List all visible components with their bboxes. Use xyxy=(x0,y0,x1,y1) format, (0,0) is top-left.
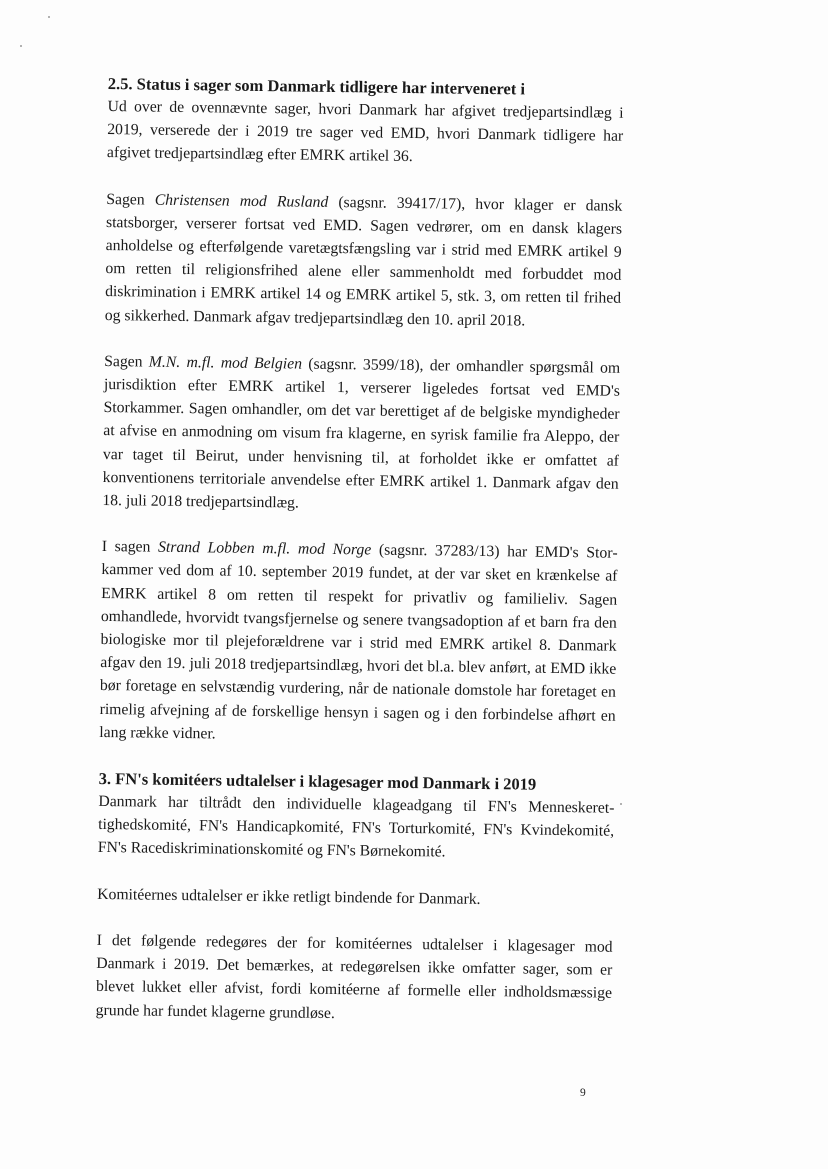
case-title: Christensen mod Rusland xyxy=(154,191,329,211)
section-3-following: I det følgende redegøres der for komitéernes udtalelser i klagesager mod Danmark i 2019. Det bemærkes, at redegørelsen ikke omfatter sager, som er blevet lukket eller afvist, fordi komitéerne af formelle eller indholdsmæssige grunde har fundet klagerne grundløse. xyxy=(95,931,613,1022)
case-prefix: Sagen xyxy=(106,190,155,209)
section-2-5-intro: Ud over de ovennævnte sager, hvori Danmark har afgivet tredjepartsindlæg i 2019, verserede der i 2019 tre sager ved EMD, hvori Danmark tidligere har afgivet tredjepartsindlæg efter EMRK artikel 36. xyxy=(106,97,624,166)
case-prefix: Sagen xyxy=(104,352,149,371)
scan-speck xyxy=(20,45,22,47)
case-prefix: I sagen xyxy=(101,538,159,556)
case-title: Strand Lobben m.fl. mod Norge xyxy=(157,538,372,559)
case-mn-paragraph xyxy=(102,350,620,519)
page-number: 9 xyxy=(580,1087,586,1099)
case-body: (sagsnr. 3599/18), der omhandler spørgsmål om jurisdiktion efter EMRK artikel 1, verserer ligeledes fortsat ved EMD's Storkammer. Sagen omhandler, om det var berettiget af de belgiske myndigheder at afvise en anmodning om visum fra klagerne, en syrisk familie fra Aleppo, der var taget til Beirut, under henvisning til, at forholdet ikke er omfattet af konventionens territoriale anvendelse efter EMRK artikel 1. Danmark afgav den 18. juli 2018 tredjepartsindlæg. xyxy=(102,355,621,512)
scan-speck xyxy=(620,803,622,805)
case-body: (sagsnr. 37283/13) har EMD's Storkammer ved dom af 10. september 2019 fundet, at der var sket en krænkelse af EMRK artikel 8 om retten til respekt for privatliv og familieliv. Sagen omhandlede, hvorvidt tvangsfjernelse og senere tvangsadoption af et barn fra den biologiske mor til plejeforældrene var i strid med EMRK artikel 8. Danmark afgav den 19. juli 2018 tredjepartsindlæg, hvori det bl.a. blev anført, at EMD ikke bør foretage en selvstændig vurdering, når de nationale domstole har foretaget en rimelig afvejning af de forskellige hensyn i sagen og i den forbindelse afhørt en lang række vidner. xyxy=(99,541,618,743)
section-heading-3: 3. FN's komitéers udtalelser i klagesager mod Danmark i 2019 xyxy=(98,769,537,794)
case-christensen-paragraph xyxy=(105,188,623,334)
page-content xyxy=(95,72,624,1051)
section-3-binding-note: Komitéernes udtalelser er ikke retligt bindende for Danmark. xyxy=(97,885,481,908)
scan-speck xyxy=(48,16,50,18)
case-title: M.N. m.fl. mod Belgien xyxy=(148,353,303,373)
section-heading-2-5: 2.5. Status i sager som Danmark tidligere har interveneret i xyxy=(107,73,526,99)
section-3-intro: Danmark har tiltrådt den individuelle klageadgang til FN's Menneskerettighedskomité, FN's Handicapkomité, FN's Torturkomité, FN's Kvindekomité, FN's Racediskriminationskomité og FN's Børnekomité. xyxy=(97,793,615,861)
case-body: (sagsnr. 39417/17), hvor klager er dansk statsborger, verserer fortsat ved EMD. Sagen vedrører, om en dansk klagers anholdelse og efterfølgende varetægtsfængsling var i strid med EMRK artikel 9 om retten til religionsfrihed alene eller sammenholdt med forbuddet mod diskrimination i EMRK artikel 14 og EMRK artikel 5, stk. 3, om retten til frihed og sikkerhed. Danmark afgav tredjepartsindlæg den 10. april 2018. xyxy=(104,193,623,330)
case-strand-paragraph xyxy=(99,535,618,751)
